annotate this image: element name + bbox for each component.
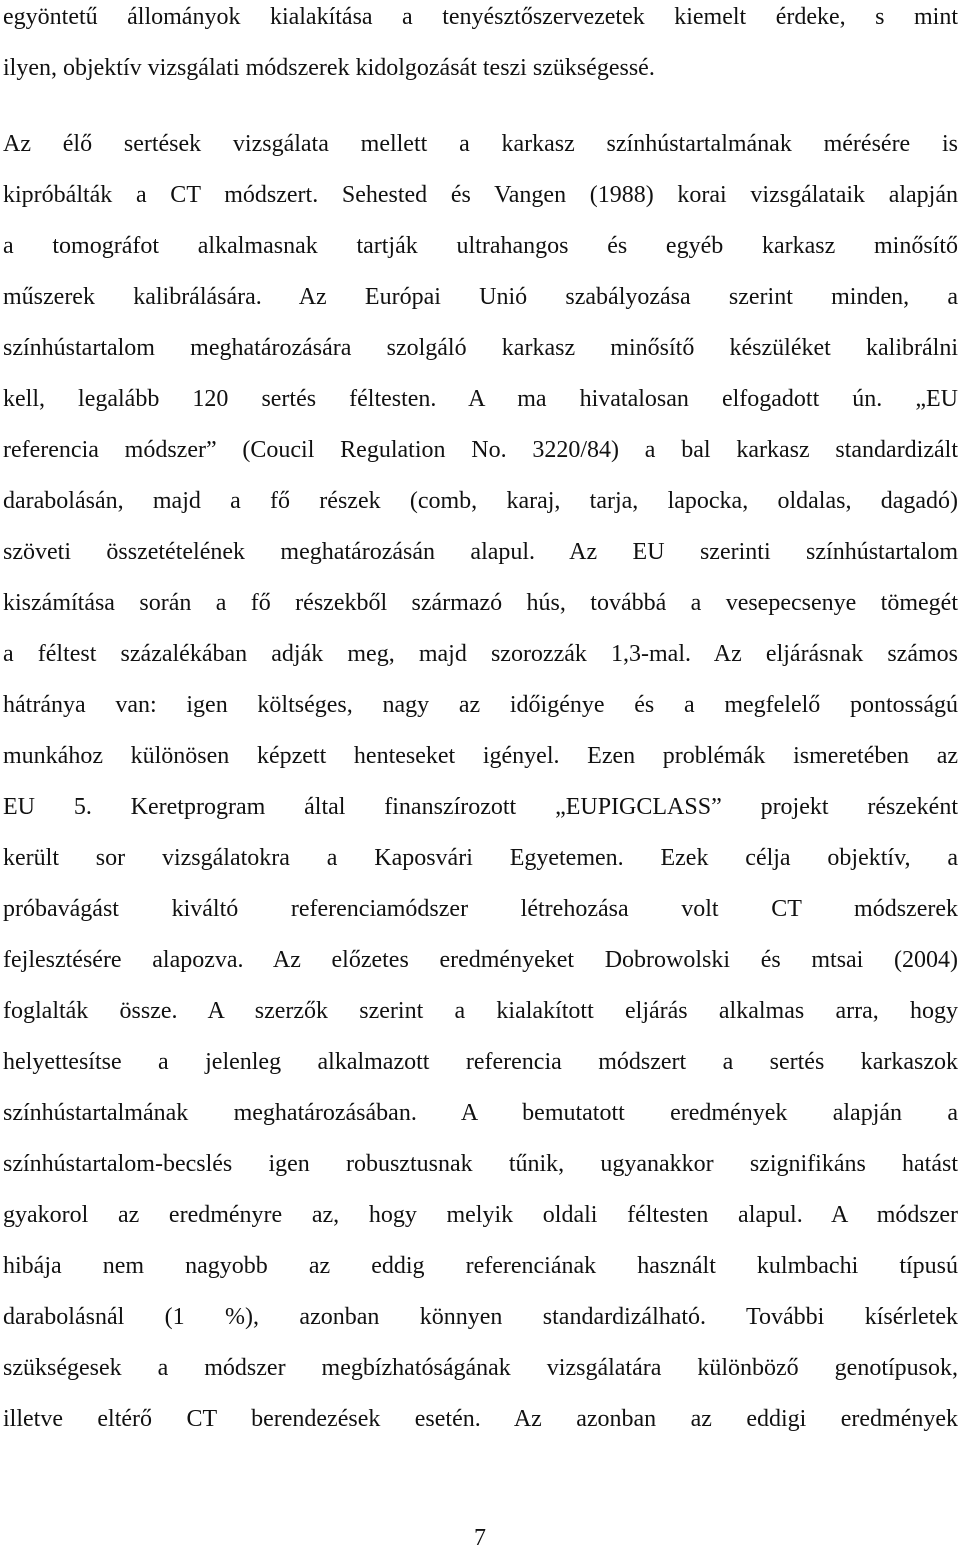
- paragraph-line: a tomográfot alkalmasnak tartják ultrahangos és egyéb karkasz minősítő: [3, 233, 958, 259]
- paragraph-line: gyakorol az eredményre az, hogy melyik oldali féltesten alapul. A módszer: [3, 1202, 958, 1228]
- paragraph-line: ilyen, objektív vizsgálati módszerek kidolgozását teszi szükségessé.: [3, 55, 655, 81]
- paragraph-line: szükségesek a módszer megbízhatóságának vizsgálatára különböző genotípusok,: [3, 1355, 958, 1381]
- paragraph-line: került sor vizsgálatokra a Kaposvári Egyetemen. Ezek célja objektív, a: [3, 845, 958, 871]
- paragraph-line: hibája nem nagyobb az eddig referenciának használt kulmbachi típusú: [3, 1253, 958, 1279]
- paragraph-gap: [3, 94, 958, 119]
- paragraph-line: egyöntetű állományok kialakítása a tenyésztőszervezetek kiemelt érdeke, s mint: [3, 4, 958, 30]
- paragraph-line: műszerek kalibrálására. Az Európai Unió szabályozása szerint minden, a: [3, 284, 958, 310]
- paragraph-line: színhústartalmának meghatározásában. A bemutatott eredmények alapján a: [3, 1100, 958, 1126]
- paragraph-line: kiszámítása során a fő részekből származó hús, továbbá a vesepecsenye tömegét: [3, 590, 958, 616]
- page-number: 7: [474, 1525, 486, 1551]
- paragraph-line: referencia módszer” (Coucil Regulation No. 3220/84) a bal karkasz standardizált: [3, 437, 958, 463]
- paragraph-line: kell, legalább 120 sertés féltesten. A ma hivatalosan elfogadott ún. „EU: [3, 386, 958, 412]
- paragraph-line: helyettesítse a jelenleg alkalmazott referencia módszert a sertés karkaszok: [3, 1049, 958, 1075]
- paragraph-line: színhústartalom-becslés igen robusztusnak tűnik, ugyanakkor szignifikáns hatást: [3, 1151, 958, 1177]
- paragraph-line: színhústartalom meghatározására szolgáló karkasz minősítő készüléket kalibrálni: [3, 335, 958, 361]
- paragraph-line: darabolásán, majd a fő részek (comb, karaj, tarja, lapocka, oldalas, dagadó): [3, 488, 958, 514]
- paragraph-line: kipróbálták a CT módszert. Sehested és Vangen (1988) korai vizsgálataik alapján: [3, 182, 958, 208]
- paragraph-line: fejlesztésére alapozva. Az előzetes eredményeket Dobrowolski és mtsai (2004): [3, 947, 958, 973]
- paragraph-line: EU 5. Keretprogram által finanszírozott „EUPIGCLASS” projekt részeként: [3, 794, 958, 820]
- paragraph-line: a féltest százalékában adják meg, majd szorozzák 1,3-mal. Az eljárásnak számos: [3, 641, 958, 667]
- paragraph-line: próbavágást kiváltó referenciamódszer létrehozása volt CT módszerek: [3, 896, 958, 922]
- body-text: [3, 0, 958, 1445]
- paragraph-line: Az élő sertések vizsgálata mellett a karkasz színhústartalmának mérésére is: [3, 131, 958, 157]
- paragraph-line: szöveti összetételének meghatározásán alapul. Az EU szerinti színhústartalom: [3, 539, 958, 565]
- paragraph-line: munkához különösen képzett henteseket igényel. Ezen problémák ismeretében az: [3, 743, 958, 769]
- paragraph-line: hátránya van: igen költséges, nagy az időigénye és a megfelelő pontosságú: [3, 692, 958, 718]
- paragraph-line: darabolásnál (1 %), azonban könnyen standardizálható. További kísérletek: [3, 1304, 958, 1330]
- paragraph-line: illetve eltérő CT berendezések esetén. Az azonban az eddigi eredmények: [3, 1406, 958, 1432]
- paragraph-line: foglalták össze. A szerzők szerint a kialakított eljárás alkalmas arra, hogy: [3, 998, 958, 1024]
